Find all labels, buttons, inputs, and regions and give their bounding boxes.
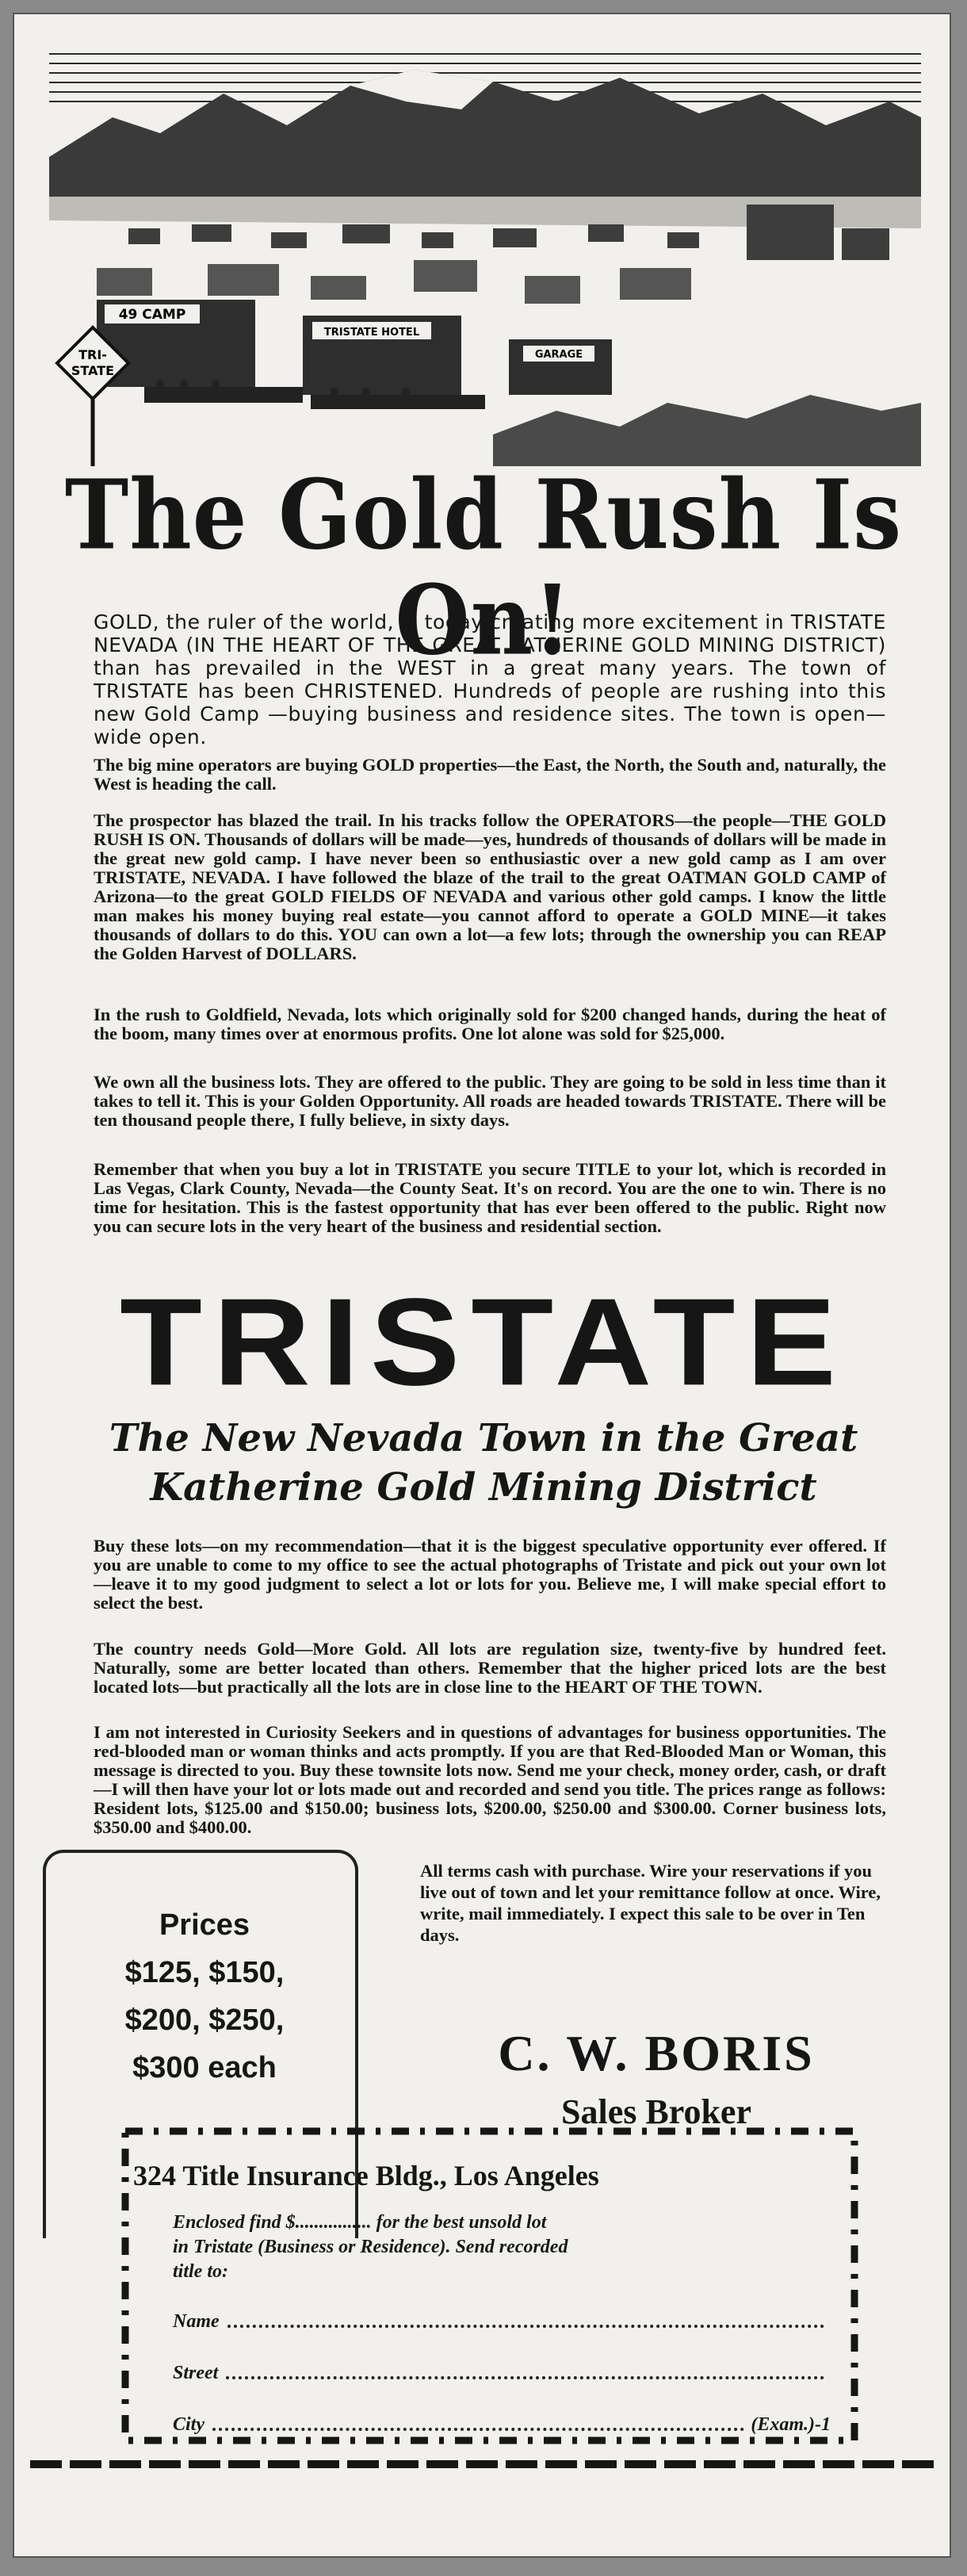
street-label: Street (173, 2363, 219, 2383)
intro-paragraph: GOLD, the ruler of the world, is today creating more excitement in TRISTATE NEVADA (IN THE HEART OF THE GREAT KATHERINE GOLD MINING DISTRICT) than has prevailed in the WEST in a great many years. The town of TRISTATE has been CHRISTENED. Hundreds of people are rushing into this new Gold Camp —buying business and residence sites. The town is open—wide open. (94, 611, 886, 748)
gold-camp-illustration (49, 38, 921, 466)
name-label: Name (173, 2311, 220, 2332)
prices-line-1: $125, $150, (124, 1956, 285, 1989)
subtitle-line-1: The New Nevada Town in the Great (109, 1416, 858, 1460)
street-field[interactable] (173, 2357, 831, 2384)
sign-garage: GARAGE (534, 349, 583, 361)
broker-address: 324 Title Insurance Bldg., Los Angeles (133, 2160, 599, 2191)
exam-code: (Exam.)-1 (751, 2414, 831, 2435)
sign-tristate-hotel: TRISTATE HOTEL (323, 327, 420, 339)
body-paragraph: We own all the business lots. They are offered to the public. They are going to be sold in less time than it takes to tell it. This is your Golden Opportunity. All roads are headed towards TRISTATE. There will be ten thousand people there, I fully believe, in sixty days. (94, 1072, 886, 1130)
headline: The Gold Rush Is On! (64, 459, 903, 677)
body-paragraph: The prospector has blazed the trail. In his tracks follow the OPERATORS—the people—THE GOLD RUSH IS ON. Thousands of dollars will be made—yes, hundreds of thousands of dollars will be made in the great new gold camp. I have never been so enthusiastic over a new gold camp as I am over TRISTATE, NEVADA. I have followed the blaze of the trail to the great OATMAN GOLD CAMP of Arizona—to the great GOLD FIELDS OF NEVADA and various other gold camps. I know the little man makes his money buying real estate—you cannot afford to operate a GOLD MINE—it takes thousands of dollars to do this. YOU can own a lot—a few lots; through the ownership you can REAP the Golden Harvest of DOLLARS. (94, 810, 886, 963)
broker-title: Sales Broker (561, 2092, 751, 2131)
road-sign-line2: STATE (71, 363, 115, 378)
name-blank[interactable] (227, 2325, 824, 2328)
coupon-instructions (173, 2210, 831, 2284)
body-paragraph: The big mine operators are buying GOLD properties—the East, the North, the South and, naturally, the West is heading the call. (94, 755, 886, 794)
body-paragraph: Remember that when you buy a lot in TRISTATE you secure TITLE to your lot, which is recorded in Las Vegas, Clark County, Nevada—the County Seat. It's on record. You are the one to win. There is no time for hesitation. This is the fastest opportunity that has ever been offered to the public. Right now you can secure lots in the very heart of the business and residential section. (94, 1159, 886, 1236)
coupon-line-2: in Tristate (Business or Residence). Send recorded (173, 2237, 568, 2257)
broker-name: C. W. BORIS (498, 2025, 815, 2081)
terms-paragraph: All terms cash with purchase. Wire your reservations if you live out of town and let your remittance follow at once. Wire, write, mail immediately. I expect this sale to be over in Ten days. (420, 1861, 881, 1945)
prices-label: Prices (159, 1908, 250, 1942)
city-label: City (173, 2414, 204, 2435)
sign-49-camp: 49 CAMP (118, 307, 186, 323)
body-paragraph: In the rush to Goldfield, Nevada, lots which originally sold for $200 changed hands, during the heat of the boom, many times over at enormous profits. One lot alone was sold for $25,000. (94, 1005, 886, 1043)
coupon-line-3: title to: (173, 2261, 228, 2282)
town-name-banner: TRISTATE (120, 1273, 847, 1412)
road-sign-line1: TRI- (78, 347, 107, 362)
prices-text (78, 1901, 331, 2092)
city-blank[interactable] (212, 2428, 744, 2431)
prices-line-2: $200, $250, (124, 2004, 285, 2037)
subtitle (14, 1414, 953, 1512)
name-field[interactable] (173, 2306, 831, 2333)
city-field[interactable] (173, 2409, 831, 2436)
coupon-line-1: Enclosed find $................ for the best unsold lot (173, 2212, 547, 2233)
street-blank[interactable] (226, 2376, 824, 2379)
subtitle-line-2: Katherine Gold Mining District (150, 1465, 817, 1510)
newspaper-ad (13, 13, 951, 2558)
prices-line-3: $300 each (132, 2051, 277, 2084)
body-paragraph: The country needs Gold—More Gold. All lots are regulation size, twenty-five by hundred feet. Naturally, some are better located than others. Remember that the higher priced lots are the best located lots—but practically all the lots are in close line to the HEART OF THE TOWN. (94, 1639, 886, 1697)
body-paragraph: Buy these lots—on my recommendation—that it is the biggest speculative opportunity ever offered. If you are unable to come to my office to see the actual photographs of Tristate and pick out your own lot—leave it to my good judgment to select a lot or lots for you. Believe me, I will make special effort to select the best. (94, 1536, 886, 1613)
body-paragraph: I am not interested in Curiosity Seekers and in questions of advantages for business opportunities. The red-blooded man or woman thinks and acts promptly. If you are that Red-Blooded Man or Woman, this message is directed to you. Buy these townsite lots now. Send me your check, money order, cash, or draft—I will then have your lot or lots made out and recorded and send you title. The prices range as follows: Resident lots, $125.00 and $150.00; business lots, $200.00, $250.00 and $300.00. Corner business lots, $350.00 and $400.00. (94, 1722, 886, 1837)
